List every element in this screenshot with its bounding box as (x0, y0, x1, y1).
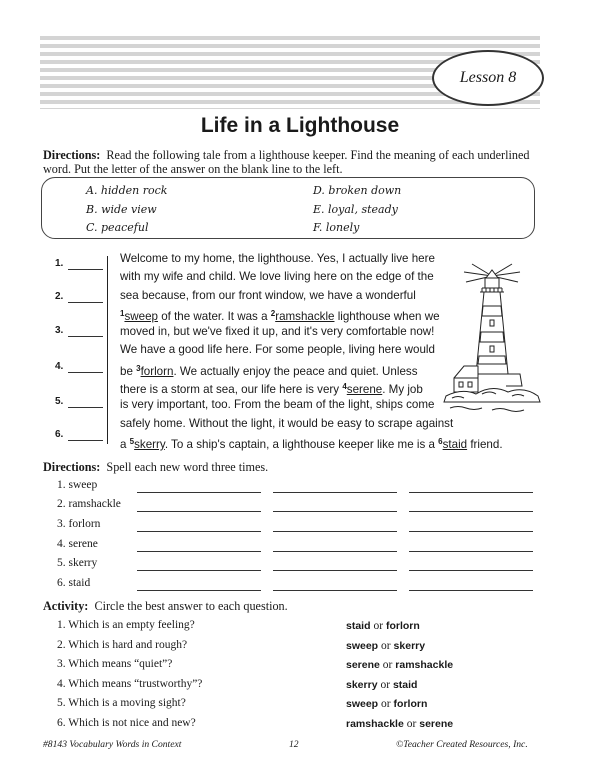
activity-answer-choices-2 (346, 640, 425, 652)
answer-blank-4[interactable] (68, 371, 103, 373)
activity-directions (43, 599, 288, 613)
story-fragment: friend. (467, 437, 503, 451)
activity-question-4: 4. Which means “trustworthy”? (57, 678, 203, 690)
choice[interactable]: sweep (346, 640, 379, 652)
word-number: 6 (438, 436, 443, 446)
story-fragment: a (120, 437, 130, 451)
directions-text-2: word. Put the letter of the answer on the blank line to the left. (43, 162, 343, 176)
word-number: 4 (342, 382, 347, 392)
choice[interactable]: ramshackle (346, 718, 404, 730)
spell-word-3: 3. forlorn (57, 518, 101, 530)
spelling-line[interactable] (409, 511, 533, 512)
blank-number-4: 4. (55, 361, 64, 372)
choice[interactable]: serene (346, 659, 380, 671)
or-text: or (380, 679, 391, 691)
lesson-badge (432, 50, 544, 106)
activity-answer-choices-5 (346, 698, 427, 710)
or-text: or (381, 698, 391, 710)
spelling-directions (43, 460, 268, 474)
answer-blank-6[interactable] (68, 439, 103, 441)
answer-blank-1[interactable] (68, 268, 103, 270)
spelling-line[interactable] (409, 492, 533, 493)
spelling-line[interactable] (273, 511, 397, 512)
or-text: or (373, 620, 384, 632)
footer-book-title: #8143 Vocabulary Words in Context (43, 739, 182, 750)
spell-word-6: 6. staid (57, 577, 91, 589)
word-number: 1 (120, 308, 125, 318)
spelling-line[interactable] (137, 511, 261, 512)
directions-label: Directions: (43, 148, 101, 162)
spelling-line[interactable] (273, 492, 397, 493)
directions-label: Directions: (43, 460, 101, 474)
or-text: or (382, 659, 393, 671)
spelling-line[interactable] (137, 492, 261, 493)
vocab-word-sweep: sweep (124, 309, 158, 323)
lesson-label: Lesson 8 (459, 69, 517, 86)
blank-number-6: 6. (55, 429, 64, 440)
story-line: safely home. Without the light, it would be easy to scrape against (120, 416, 454, 430)
blank-number-1: 1. (55, 258, 64, 269)
spelling-line[interactable] (137, 590, 261, 591)
page-title: Life in a Lighthouse (200, 114, 400, 137)
spelling-line[interactable] (273, 590, 397, 591)
activity-answer-choices-6 (346, 718, 453, 730)
directions-text-1: Read the following tale from a lighthouse keeper. Find the meaning of each underlined (106, 148, 530, 162)
word-number: 2 (270, 308, 276, 318)
option-b: B. wide view (86, 203, 157, 216)
directions-text: Spell each new word three times. (106, 460, 269, 474)
spelling-line[interactable] (137, 551, 261, 552)
word-number: 3 (136, 363, 141, 373)
story-line: is very important, too. From the beam of the light, ships come (120, 398, 435, 412)
choice[interactable]: staid (392, 679, 418, 691)
vocab-word-serene: serene (346, 383, 383, 397)
choice[interactable]: forlorn (385, 620, 420, 632)
activity-answer-choices-4 (346, 679, 417, 691)
or-text: or (381, 640, 391, 652)
spelling-line[interactable] (273, 551, 397, 552)
spelling-line[interactable] (409, 531, 533, 532)
story-line: moved in, but we've fixed it up, and it's very comfortable now! (120, 325, 435, 339)
spell-word-4: 4. serene (57, 538, 98, 550)
blank-number-5: 5. (55, 396, 64, 407)
story-line: with my wife and child. We love living here on the edge of the (120, 270, 434, 284)
footer-copyright: ©Teacher Created Resources, Inc. (396, 739, 528, 750)
choice[interactable]: forlorn (393, 698, 428, 710)
choice[interactable]: serene (419, 718, 454, 730)
story-fragment: lighthouse when we (334, 309, 440, 323)
spelling-line[interactable] (409, 570, 533, 571)
divider-line (107, 256, 108, 444)
option-f: F. lonely (313, 221, 360, 234)
directions-block (43, 148, 563, 176)
choice[interactable]: sweep (346, 698, 379, 710)
spelling-line[interactable] (273, 531, 397, 532)
activity-question-2: 2. Which is hard and rough? (57, 639, 188, 651)
activity-answer-choices-1 (346, 620, 420, 632)
story-fragment: be (120, 364, 137, 378)
story-fragment: . To a ship's captain, a lighthouse keeper like me is a (164, 437, 439, 451)
story-line: sea because, from our front window, we have a wonderful (120, 288, 416, 302)
activity-question-5: 5. Which is a moving sight? (57, 697, 186, 709)
or-text: or (406, 718, 417, 730)
word-number: 5 (129, 436, 135, 446)
spelling-line[interactable] (137, 570, 261, 571)
spelling-line[interactable] (409, 551, 533, 552)
activity-question-3: 3. Which means “quiet”? (57, 658, 173, 670)
choice[interactable]: staid (346, 620, 371, 632)
choice[interactable]: skerry (393, 640, 426, 652)
choice[interactable]: skerry (346, 679, 378, 691)
spell-word-1: 1. sweep (57, 479, 98, 491)
option-a: A. hidden rock (86, 184, 168, 197)
activity-answer-choices-3 (346, 659, 453, 671)
story-line: Welcome to my home, the lighthouse. Yes, I actually live here (120, 252, 435, 265)
spelling-line[interactable] (409, 590, 533, 591)
blank-number-2: 2. (55, 291, 64, 302)
vocab-word-ramshackle: ramshackle (275, 309, 335, 323)
lighthouse-illustration (442, 262, 542, 422)
story-fragment: there is a storm at sea, our life here is very (120, 383, 343, 397)
activity-text: Circle the best answer to each question. (94, 599, 288, 613)
option-e: E. loyal, steady (313, 203, 398, 216)
choice[interactable]: ramshackle (395, 659, 454, 671)
blank-number-3: 3. (55, 325, 64, 336)
story-line: We have a good life here. For some people, living here would (120, 343, 435, 357)
story-fragment: . My job (382, 383, 423, 397)
answer-blank-5[interactable] (68, 406, 103, 408)
spell-word-5: 5. skerry (57, 557, 98, 569)
option-d: D. broken down (313, 184, 402, 197)
story-fragment: . We actually enjoy the peace and quiet. Unless (173, 364, 418, 378)
activity-question-6: 6. Which is not nice and new? (57, 717, 196, 729)
activity-label: Activity: (43, 599, 89, 613)
option-c: C. peaceful (86, 221, 149, 234)
directions-line-1 (43, 148, 563, 162)
answer-blank-2[interactable] (68, 301, 103, 303)
vocab-word-forlorn: forlorn (140, 364, 174, 378)
spell-word-2: 2. ramshackle (57, 498, 121, 510)
answer-blank-3[interactable] (68, 335, 103, 337)
spelling-line[interactable] (137, 531, 261, 532)
vocab-word-staid: staid (442, 437, 468, 451)
activity-question-1: 1. Which is an empty feeling? (57, 619, 195, 631)
spelling-line[interactable] (273, 570, 397, 571)
footer-page-number: 12 (289, 739, 299, 750)
story-line (120, 433, 530, 451)
story-fragment: of the water. It was a (157, 309, 271, 323)
vocab-word-skerry: skerry (134, 437, 165, 451)
